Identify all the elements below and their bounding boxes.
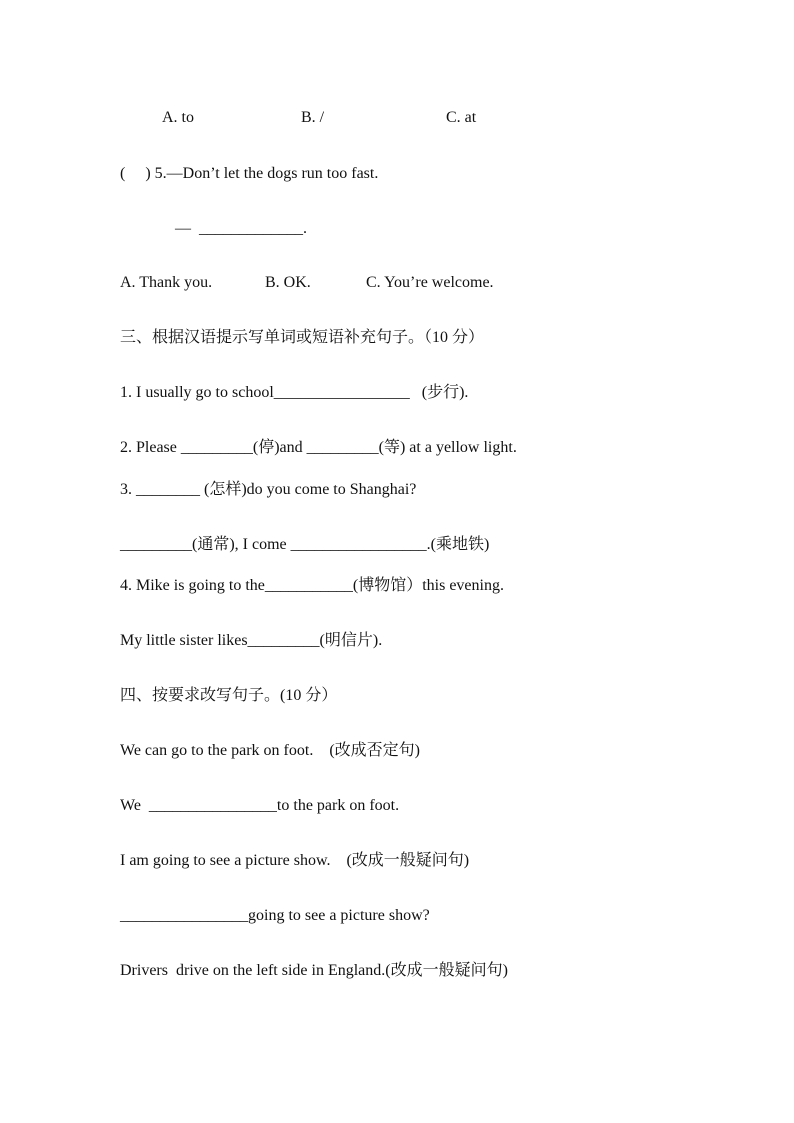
q5-answer-line: — _____________. [175,220,307,237]
q5-option-c: C. You’re welcome. [366,274,494,291]
section-3-item-3-question: 3. ________ (怎样)do you come to Shanghai? [120,481,417,498]
section-3-item-3-answer: _________(通常), I come _________________.(乘地铁) [120,536,490,553]
section-3-item-2: 2. Please _________(停)and _________(等) at a yellow light. [120,439,517,456]
q5-option-b: B. OK. [265,274,311,291]
q5-stem: ( ) 5.—Don’t let the dogs run too fast. [120,165,379,182]
section-4-item-1-answer: We ________________to the park on foot. [120,797,400,814]
q4-option-a: A. to [162,109,194,126]
section-3-heading: 三、根据汉语提示写单词或短语补充句子。（10 分） [120,329,485,346]
section-4-item-2-prompt: I am going to see a picture show. (改成一般疑问句) [120,852,470,869]
section-4-item-2-answer: ________________going to see a picture show? [120,907,430,924]
section-4-heading: 四、按要求改写句子。(10 分） [120,687,338,704]
q4-option-c: C. at [446,109,477,126]
section-4-item-3-prompt: Drivers drive on the left side in England.(改成一般疑问句) [120,962,508,979]
q4-option-b: B. / [301,109,325,126]
section-4-item-1-prompt: We can go to the park on foot. (改成否定句) [120,742,420,759]
section-3-item-4: 4. Mike is going to the___________(博物馆）this evening. [120,577,504,594]
section-3-item-1: 1. I usually go to school_________________ (步行). [120,384,469,401]
section-3-item-4-extra: My little sister likes_________(明信片). [120,632,383,649]
q5-option-a: A. Thank you. [120,274,213,291]
